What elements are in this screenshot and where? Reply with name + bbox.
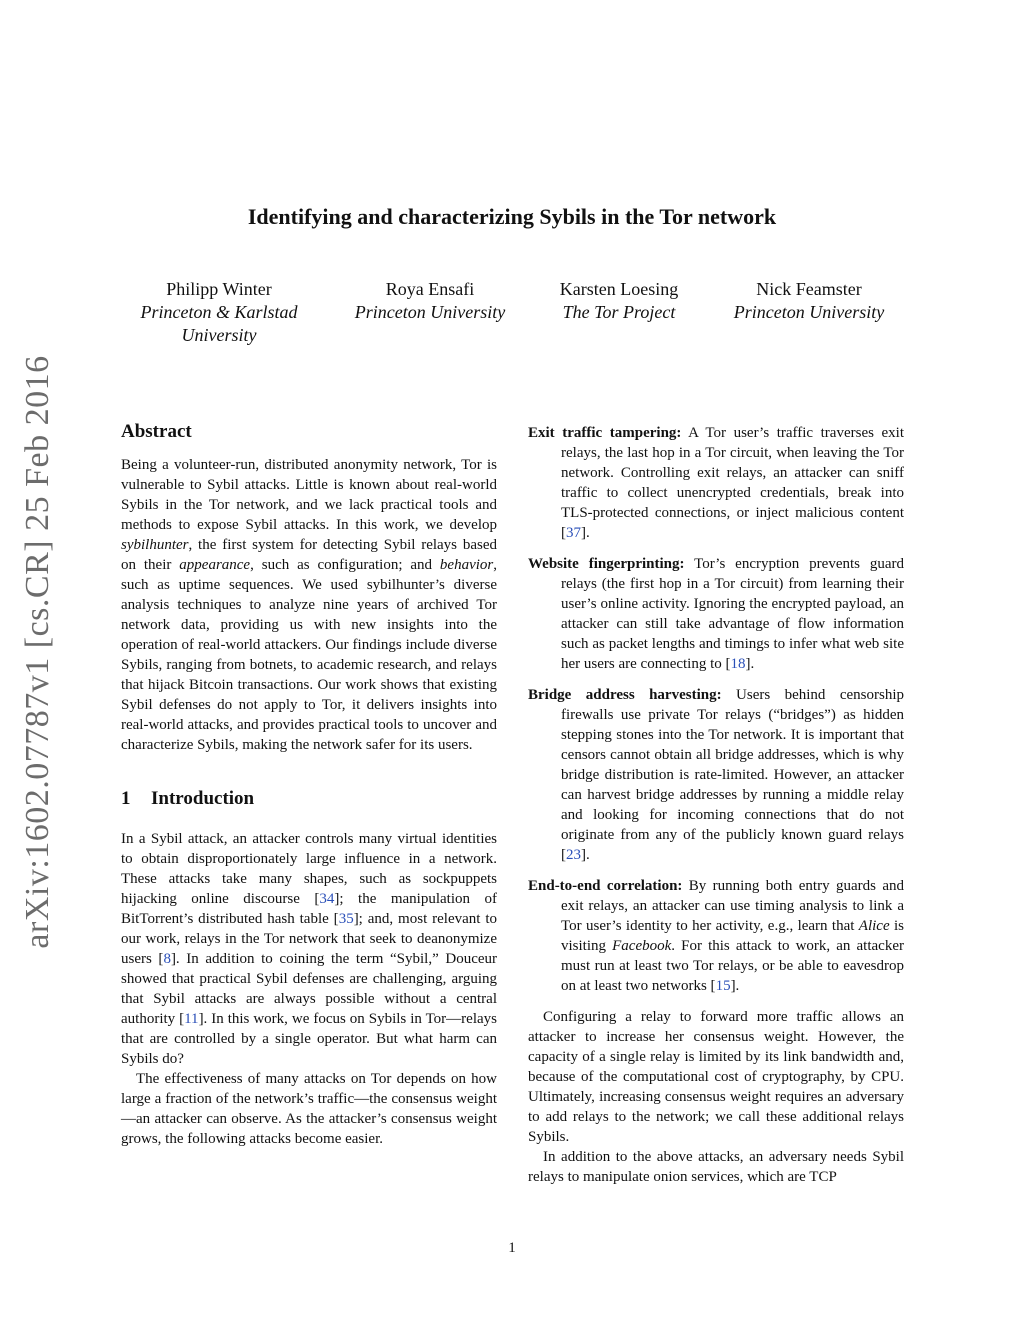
attack-item-end-to-end-correlation: End-to-end correlation: By running both entry guards and exit relays, an attacker can use timing analysis to link a Tor user’s identity to her activity, e.g., learn that Alice is visiting Facebook. For this attack to work, an attacker must run at least two Tor relays, or be able to eavesdrop on at least two networks [15].	[528, 878, 905, 994]
intro-paragraph-1: In a Sybil attack, an attacker controls many virtual identities to obtain disproportionately large influence in a network. These attacks take many shapes, such as sockpuppets hijacking online discourse [34]; the manipulation of BitTorrent’s distributed hash table [35]; and, most relevant to our work, relays in the Tor network that seek to deanonymize users [8]. In addition to coining the term “Sybil,” Douceur showed that practical Sybil defenses are challenging, arguing that Sybil attacks are always possible without a central authority [11]. In this work, we focus on Sybils in Tor—relays that are controlled by a single operator. But what harm can Sybils do?	[121, 831, 498, 1067]
citation-link[interactable]: 37	[566, 525, 581, 541]
author-affiliation: Princeton & Karlstad University	[140, 302, 298, 345]
author-name: Philipp Winter	[166, 279, 272, 299]
author-name: Nick Feamster	[756, 279, 862, 299]
author-name: Karsten Loesing	[559, 279, 679, 299]
right-column	[528, 423, 904, 1187]
author-2	[330, 278, 530, 324]
citation-link[interactable]: 8	[163, 951, 171, 967]
author-name: Roya Ensafi	[385, 279, 475, 299]
body-paragraph-consensus: Configuring a relay to forward more traffic allows an attacker to increase her consensus weight. However, the capacity of a single relay is limited by its link bandwidth and, because of the computational cost of cryptography, by CPU. Ultimately, increasing consensus weight requires an adversary to add relays to the network; we call these additional relays Sybils.	[528, 1009, 904, 1145]
citation-link[interactable]: 18	[730, 656, 746, 672]
abstract-heading: Abstract	[121, 421, 192, 442]
author-affiliation: Princeton University	[733, 302, 885, 322]
citation-link[interactable]: 11	[184, 1011, 199, 1027]
citation-link[interactable]: 34	[319, 891, 335, 907]
left-column	[121, 420, 497, 1149]
attack-item-exit-tampering: Exit traffic tampering: A Tor user’s traffic traverses exit relays, the last hop in a Tor circuit, when leaving the Tor network. Controlling exit relays, an attacker can sniff traffic to collect unencrypted credentials, break into TLS-protected connections, or inject malicious content [37].	[528, 425, 904, 541]
citation-link[interactable]: 15	[715, 978, 731, 994]
author-affiliation: The Tor Project	[562, 302, 676, 322]
page-number: 1	[508, 1240, 516, 1256]
paper-title: Identifying and characterizing Sybils in the Tor network	[247, 204, 777, 229]
intro-paragraph-2: The effectiveness of many attacks on Tor depends on how large a fraction of the network’s traffic—the consensus weight—an attacker can observe. As the attacker’s consensus weight grows, the following attacks become easier.	[121, 1071, 497, 1147]
attack-item-bridge-harvesting: Bridge address harvesting: Users behind censorship firewalls use private Tor relays (“bridges”) as hidden stepping stones into the Tor network. It is important that censors cannot obtain all bridge addresses, which is why bridge distribution is rate-limited. However, an attacker can harvest bridge addresses by running a middle relay and looking for incoming connections that do not originate from any of the publicly known guard relays [23].	[528, 687, 905, 863]
author-affiliation: Princeton University	[354, 302, 506, 322]
body-paragraph-onion-services: In addition to the above attacks, an adversary needs Sybil relays to manipulate onion services, which are TCP	[528, 1149, 904, 1185]
section-heading-introduction: 1 Introduction	[121, 788, 255, 809]
author-3	[519, 278, 719, 324]
citation-link[interactable]: 35	[338, 911, 354, 927]
author-4	[709, 278, 909, 324]
author-1	[119, 278, 319, 347]
arxiv-stamp-text: arXiv:1602.07787v1 [cs.CR] 25 Feb 2016	[19, 355, 56, 949]
citation-link[interactable]: 23	[566, 847, 581, 863]
abstract-text: Being a volunteer-run, distributed anonymity network, Tor is vulnerable to Sybil attacks. Little is known about real-world Sybils in the Tor network, and we lack practical tools and methods to expose Sybil attacks. In this work, we develop sybilhunter, the first system for detecting Sybil relays based on their appearance, such as configuration; and behavior, such as uptime sequences. We used sybilhunter’s diverse analysis techniques to analyze nine years of archived Tor network data, providing us with new insights into the operation of real-world attackers. Our findings include diverse Sybils, ranging from botnets, to academic research, and relays that hijack Bitcoin transactions. Our work shows that existing Sybil defenses do not apply to Tor, it delivers insights into real-world attacks, and provides practical tools to uncover and characterize Sybils, making the network safer for its users.	[121, 457, 497, 753]
attack-item-website-fingerprinting: Website fingerprinting: Tor’s encryption prevents guard relays (the first hop in a Tor circuit) from learning their user’s online activity. Ignoring the encrypted payload, an attacker can still take advantage of flow information such as packet lengths and timings to infer what web site her users are connecting to [18].	[528, 556, 904, 672]
